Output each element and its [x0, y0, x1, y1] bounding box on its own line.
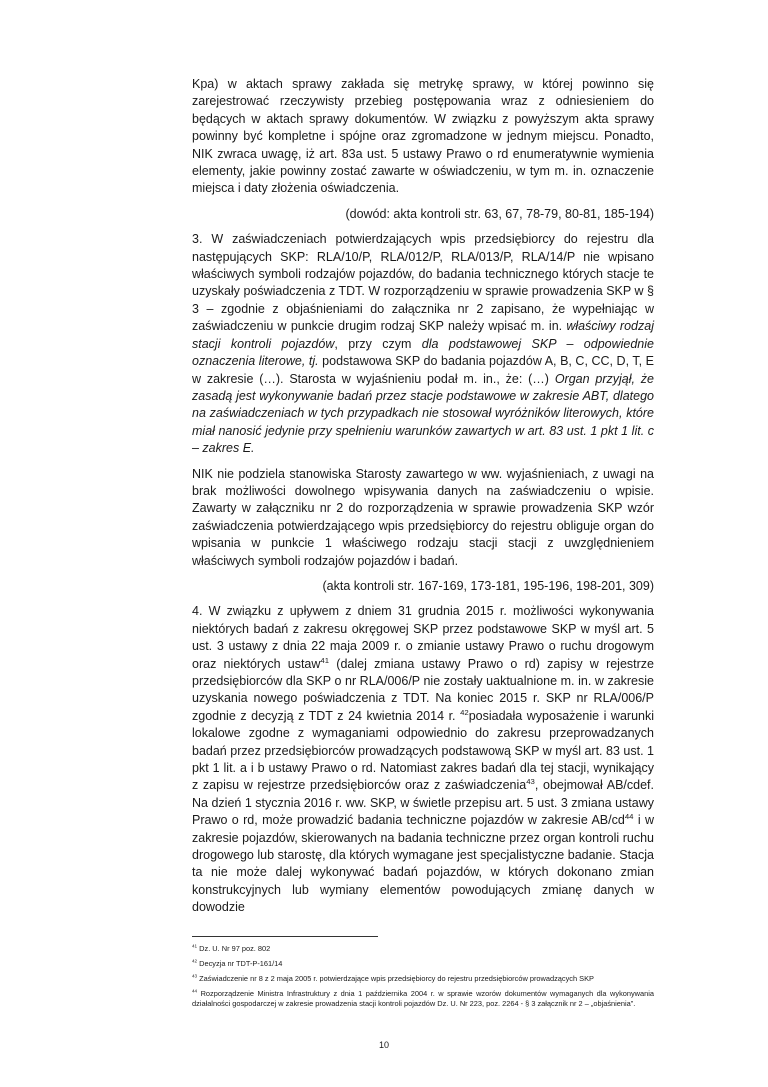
paragraph-4-text-d: , obejmował AB/cdef. Na dzień 1 stycznia 2016 r. ww. SKP, w świetle przepisu art. 5 ust. 3 zmiana ustawy Prawo o rd, może prowadzić badania techniczne pojazdów w zakresie AB/cd [192, 778, 654, 828]
paragraph-4-text-b: (dalej zmiana ustawy Prawo o rd) zapisy w rejestrze przedsiębiorców dla SKP o nr RLA/006/P nie zostały uaktualnione m. in. w zakresie uzyskania nowego poświadczenia z TDT. Na koniec 2015 r. SKP nr RLA/006/P zgodnie z decyzją z TDT z 24 kwietnia 2014 r. [192, 656, 655, 723]
footnote-number-42: 42 [192, 958, 198, 964]
evidence-reference-1: (dowód: akta kontroli str. 63, 67, 78-79, 80-81, 185-194) [345, 206, 654, 221]
footnote-ref-42[interactable]: 42 [460, 707, 469, 717]
footnote-ref-41[interactable]: 41 [320, 655, 330, 665]
paragraph-4-text-e: i w zakresie pojazdów, skierowanych na badania techniczne przez organ kontroli ruchu drogowego lub starostę, dla których wymagane jest specjalistyczne badanie. Stacja ta nie może dalej wykonywać badań pojazdów, w których dokonano zmian konstrukcyjnych lub wymiany elementów powodujących zmianę danych w dowodzie [192, 813, 654, 915]
footnote-text-43: Zaświadczenie nr 8 z 2 maja 2005 r. potwierdzające wpis przedsiębiorcy do rejestru przedsiębiorców prowadzących SKP [199, 974, 594, 983]
paragraph-4-text-a: 4. W związku z upływem z dniem 31 grudnia 2015 r. możliwości wykonywania niektórych badań z zakresu okręgowej SKP przez podstawowe SKP w myśl art. 5 ust. 3 ustawy z dnia 22 maja 2009 r. o zmianie ustawy Prawo o ruchu drogowym oraz niektórych ustaw [192, 604, 654, 671]
paragraph-2-text-c: , przy czym [334, 336, 422, 351]
footnote-separator [192, 936, 378, 937]
footnote-42 [192, 959, 654, 969]
footnotes [192, 944, 654, 1014]
paragraph-3: NIK nie podziela stanowiska Starosty zawartego w ww. wyjaśnieniach, z uwagi na brak możliwości dowolnego wpisywania danych na zaświadczeniu o wpisie. Zawarty w załączniku nr 2 do rozporządzenia w sprawie prowadzenia SKP wzór zaświadczenia potwierdzającego wpis przedsiębiorcy do rejestru obliguje organ do wpisania w punkcie 1 właściwego rodzaju stacji stacji z uwzględnieniem właściwych symboli rodzajów pojazdów i badań. [192, 466, 654, 568]
main-text [192, 76, 654, 925]
footnote-text-44: Rozporządzenie Ministra Infrastruktury z dnia 1 października 2004 r. w sprawie wzorów dokumentów wymaganych dla wykonywania działalności gospodarczej w zakresie prowadzenia stacji kontroli pojazdów Dz. U. Nr 223, poz. 2264 - § 3 załącznik nr 2 – „objaśnienia”. [192, 989, 654, 1008]
paragraph-1: Kpa) w aktach sprawy zakłada się metrykę sprawy, w której powinno się zarejestrować rzeczywisty przebieg postępowania wraz z odniesieniem do będących w aktach sprawy dokumentów. W związku z powyższym akta sprawy powinny być kompletne i spójne oraz zgromadzone w jednym miejscu. Ponadto, NIK zwraca uwagę, iż art. 83a ust. 5 ustawy Prawo o rd enumeratywnie wymienia elementy, jakie powinny zostać zawarte w oświadczeniu, w tym m. in. oznaczenie miejsca i daty złożenia oświadczenia. [192, 77, 654, 196]
paragraph-2-italic-b: właściwy rodzaj stacji kontroli pojazdów [192, 319, 654, 351]
paragraph-2 [192, 231, 654, 457]
footnote-number-41: 41 [192, 943, 198, 949]
paragraph-4 [192, 603, 654, 916]
footnote-44 [192, 989, 654, 1009]
paragraph-2-italic-quote: Organ przyjął, że zasadą jest wykonywanie badań przez stacje podstawowe w zakresie ABT, dlatego na zaświadczeniach w tych przypadkach nie stosował wyróżników literowych, które miał nanosić jedynie przy spełnieniu warunków zawartych w art. 83 ust. 1 pkt 1 lit. c – zakres E. [192, 371, 655, 456]
footnote-text-41: Dz. U. Nr 97 poz. 802 [199, 944, 271, 953]
footnote-ref-44[interactable]: 44 [624, 812, 634, 822]
paragraph-2-italic-d: dla podstawowej SKP – odpowiednie oznaczenia literowe, tj. [192, 336, 654, 369]
footnote-number-43: 43 [192, 973, 198, 979]
paragraph-2-text-a: 3. W zaświadczeniach potwierdzających wpis przedsiębiorcy do rejestru dla następujących SKP: RLA/10/P, RLA/012/P, RLA/013/P, RLA/14/P nie wpisano właściwych symboli rodzajów pojazdów, do badania technicznego których stacje te uzyskały poświadczenia z TDT. W rozporządzeniu w sprawie prowadzenia SKP w § 3 – zgodnie z objaśnieniami do załącznika nr 2 zapisano, że wypełniając w zaświadczeniu w punkcie drugim rodzaj SKP należy wpisać m. in. [192, 232, 654, 334]
paragraph-4-text-c: posiadała wyposażenie i warunki lokalowe zgodne z wymaganiami odpowiednio do zakresu przeprowadzanych badań przez przedsiębiorców prowadzących podstawową SKP w myśl art. 83 ust. 1 pkt 1 lit. a i b ustawy Prawo o rd. Natomiast zakres badań dla tej stacji, wynikający z zapisu w rejestrze przedsiębiorców oraz z zaświadczenia [192, 708, 654, 793]
footnote-43 [192, 974, 654, 984]
evidence-reference-2: (akta kontroli str. 167-169, 173-181, 195-196, 198-201, 309) [322, 578, 654, 593]
footnote-text-42: Decyzja nr TDT-P-161/14 [199, 959, 283, 968]
page-number: 10 [378, 1040, 389, 1050]
paragraph-2-text-e: podstawowa SKP do badania pojazdów A, B, C, CC, D, T, E w zakresie (…). Starosta w wyjaśnieniu podał m. in., że: (…) [192, 354, 654, 386]
footnote-number-44: 44 [192, 988, 198, 994]
footnote-ref-43[interactable]: 43 [526, 777, 535, 787]
footnote-41 [192, 944, 654, 954]
